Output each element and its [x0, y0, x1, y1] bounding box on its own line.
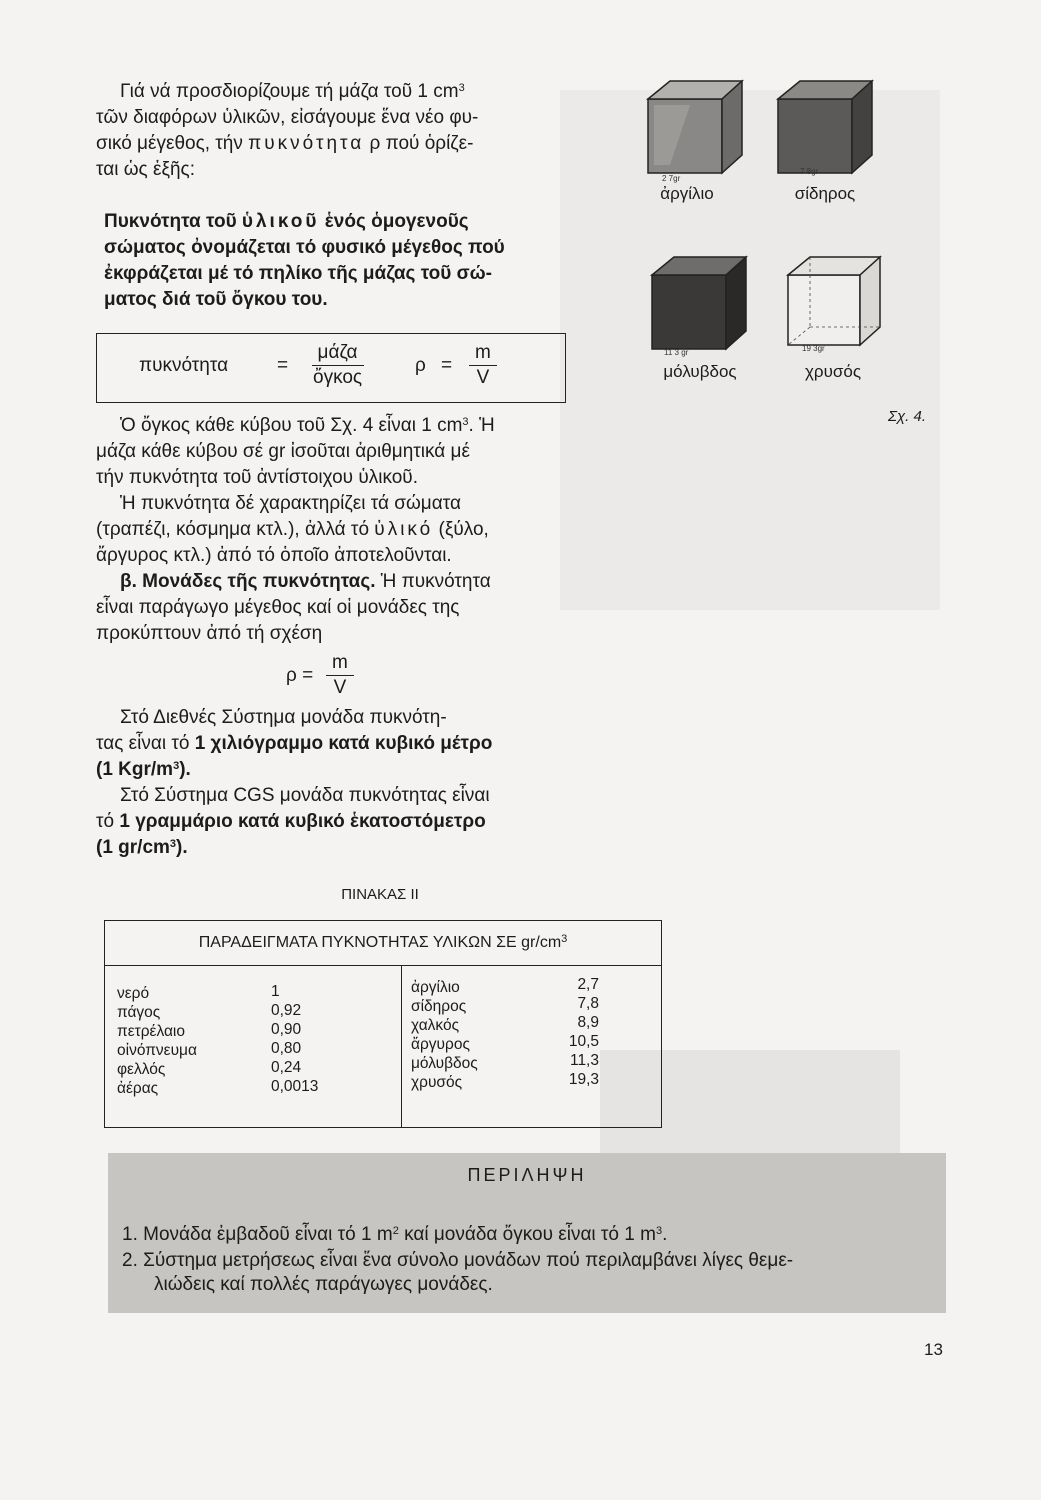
summary-item-1: 1. Μονάδα ἐμβαδοῦ εἶναι τό 1 $m^2$ καί μονάδα ὄγκου εἶναι τό 1 $m^3$.: [122, 1224, 668, 1245]
density-table: [104, 920, 662, 1128]
units-line-3: προκύπτουν ἀπό τή σχέση: [96, 623, 323, 644]
table-cell-value: 2,7: [577, 976, 599, 993]
table-row: ἀργίλιο: [411, 979, 460, 996]
formula-equals: =: [277, 355, 289, 376]
units-formula-fraction: [326, 652, 354, 699]
table-cell-value: 7,8: [577, 995, 599, 1012]
table-divider: [401, 965, 402, 1127]
formula-v: V: [476, 367, 490, 388]
table-row: πάγος: [117, 1004, 161, 1021]
definition-line-4: ματος διά τοῦ ὄγκου του.: [104, 289, 328, 310]
formula-m: m: [469, 342, 497, 366]
table-cell-value: 0,90: [271, 1021, 302, 1038]
lead-label: μόλυβδος: [663, 362, 737, 381]
table-row: μόλυβδος: [411, 1055, 478, 1072]
table-row: οἰνόπνευμα: [117, 1042, 197, 1059]
figure-caption: Σχ. 4.: [888, 408, 927, 425]
formula-word: πυκνότητα: [139, 355, 229, 376]
table-header: ΠΑΡΑΔΕΙΓΜΑΤΑ ΠΥΚΝΟΤΗΤΑΣ ΥΛΙΚΩΝ ΣΕ $gr/cm^3$: [105, 921, 661, 966]
intro-line-3: σικό μέγεθος, τήν πυκνότητα ρ πού ὁρίζε-: [96, 133, 474, 154]
formula-equals-2: =: [441, 355, 453, 376]
table-cell-value: 8,9: [577, 1014, 599, 1031]
body-line-6: ἄργυρος κτλ.) ἀπό τό ὁποῖο ἀποτελοῦνται.: [96, 545, 452, 566]
table-row: ἄργυρος: [411, 1036, 470, 1053]
units-heading-line: β. Μονάδες τῆς πυκνότητας. Ἡ πυκνότητα: [120, 571, 491, 592]
formula-fraction-symbols: [469, 342, 497, 389]
gold-label: χρυσός: [804, 362, 862, 381]
iron-label: σίδηρος: [794, 184, 856, 203]
summary-box: [108, 1153, 946, 1313]
formula-rho: ρ: [415, 355, 426, 376]
table-caption: ΠΙΝΑΚΑΣ ΙΙ: [341, 886, 419, 903]
table-row: χαλκός: [411, 1017, 460, 1034]
cgs-line-3: (1 $gr/cm^3$).: [96, 837, 188, 858]
body-line-2: μάζα κάθε κύβου σέ gr ἰσοῦται ἀριθμητικά μέ: [96, 441, 470, 462]
si-line-1: Στό Διεθνές Σύστημα μονάδα πυκνότη-: [120, 707, 447, 728]
units-heading: β. Μονάδες τῆς πυκνότητας.: [120, 571, 376, 592]
units-line-2: εἶναι παράγωγο μέγεθος καί οἱ μονάδες της: [96, 597, 460, 618]
table-row: χρυσός: [411, 1074, 463, 1091]
cubes-figure: [630, 75, 890, 375]
cgs-line-1: Στό Σύστημα CGS μονάδα πυκνότητας εἶναι: [120, 785, 490, 806]
lead-cube: [652, 257, 746, 349]
page-number: 13: [924, 1340, 943, 1359]
iron-cube: [778, 81, 872, 173]
gold-cube: [788, 257, 880, 345]
body-line-3: τήν πυκνότητα τοῦ ἀντίστοιχου ὑλικοῦ.: [96, 467, 418, 488]
table-row: σίδηρος: [411, 998, 467, 1015]
table-row: νερό: [117, 985, 150, 1002]
units-formula-v: V: [333, 677, 347, 698]
formula-fraction-words: [307, 342, 368, 389]
intro-line-2: τῶν διαφόρων ὑλικῶν, εἰσάγουμε ἕνα νέο φυ-: [96, 107, 479, 128]
si-line-2: τας εἶναι τό 1 χιλιόγραμμο κατά κυβικό μέτρο: [96, 733, 493, 754]
definition-line-2: σώματος ὀνομάζεται τό φυσικό μέγεθος πού: [104, 237, 505, 258]
intro-line-1: Γιά νά προσδιορίζουμε τή μάζα τοῦ 1 $cm^3$: [120, 81, 465, 102]
aluminium-label: ἀργίλιο: [660, 184, 714, 203]
table-cell-value: 0,0013: [271, 1078, 319, 1095]
summary-item-2: 2. Σύστημα μετρήσεως εἶναι ἕνα σύνολο μονάδων πού περιλαμβάνει λίγες θεμε-: [122, 1250, 794, 1271]
table-row: πετρέλαιο: [117, 1023, 185, 1040]
cgs-line-2: τό 1 γραμμάριο κατά κυβικό ἑκατοστόμετρο: [96, 811, 486, 832]
formula-numerator: μάζα: [312, 342, 364, 366]
aluminium-cube: [648, 81, 742, 173]
summary-title: ΠΕΡΙΛΗΨΗ: [467, 1165, 587, 1185]
units-formula-rho: ρ =: [286, 665, 314, 686]
gold-mass-label: 19 3gr: [802, 344, 825, 353]
body-line-1: Ὁ ὄγκος κάθε κύβου τοῦ Σχ. 4 εἶναι 1 $cm^3$. Ἡ: [120, 415, 495, 436]
table-cell-value: 10,5: [568, 1033, 599, 1050]
table-row: φελλός: [117, 1061, 166, 1078]
formula-denominator: ὄγκος: [313, 367, 363, 388]
table-cell-value: 0,24: [271, 1059, 302, 1076]
table-cell-value: 1: [271, 983, 280, 1000]
summary-item-2-cont: λιώδεις καί πολλές παράγωγες μονάδες.: [154, 1274, 493, 1295]
table-cell-value: 11,3: [569, 1052, 599, 1069]
si-line-3: (1 Kgr/$m^3$).: [96, 759, 191, 780]
body-line-4: Ἡ πυκνότητα δέ χαρακτηρίζει τά σώματα: [120, 493, 461, 514]
table-row: ἀέρας: [117, 1080, 159, 1097]
intro-line-4: ται ὡς ἑξῆς:: [96, 159, 195, 180]
table-cell-value: 0,92: [271, 1002, 302, 1019]
body-line-5: (τραπέζι, κόσμημα κτλ.), ἀλλά τό ὑλικό (ξύλο,: [96, 519, 489, 540]
iron-mass-label: 7 8gr: [800, 167, 819, 176]
definition-line-1: Πυκνότητα τοῦ ὑλικοῦ ἑνός ὁμογενοῦς: [104, 211, 469, 232]
lead-mass-label: 11 3 gr: [664, 348, 689, 357]
aluminium-mass-label: 2 7gr: [662, 174, 681, 183]
units-formula-m: m: [326, 652, 354, 676]
table-cell-value: 19,3: [568, 1071, 599, 1088]
definition-line-3: ἐκφράζεται μέ τό πηλίκο τῆς μάζας τοῦ σώ-: [104, 263, 492, 284]
density-formula-box: [96, 333, 566, 403]
table-cell-value: 0,80: [271, 1040, 302, 1057]
